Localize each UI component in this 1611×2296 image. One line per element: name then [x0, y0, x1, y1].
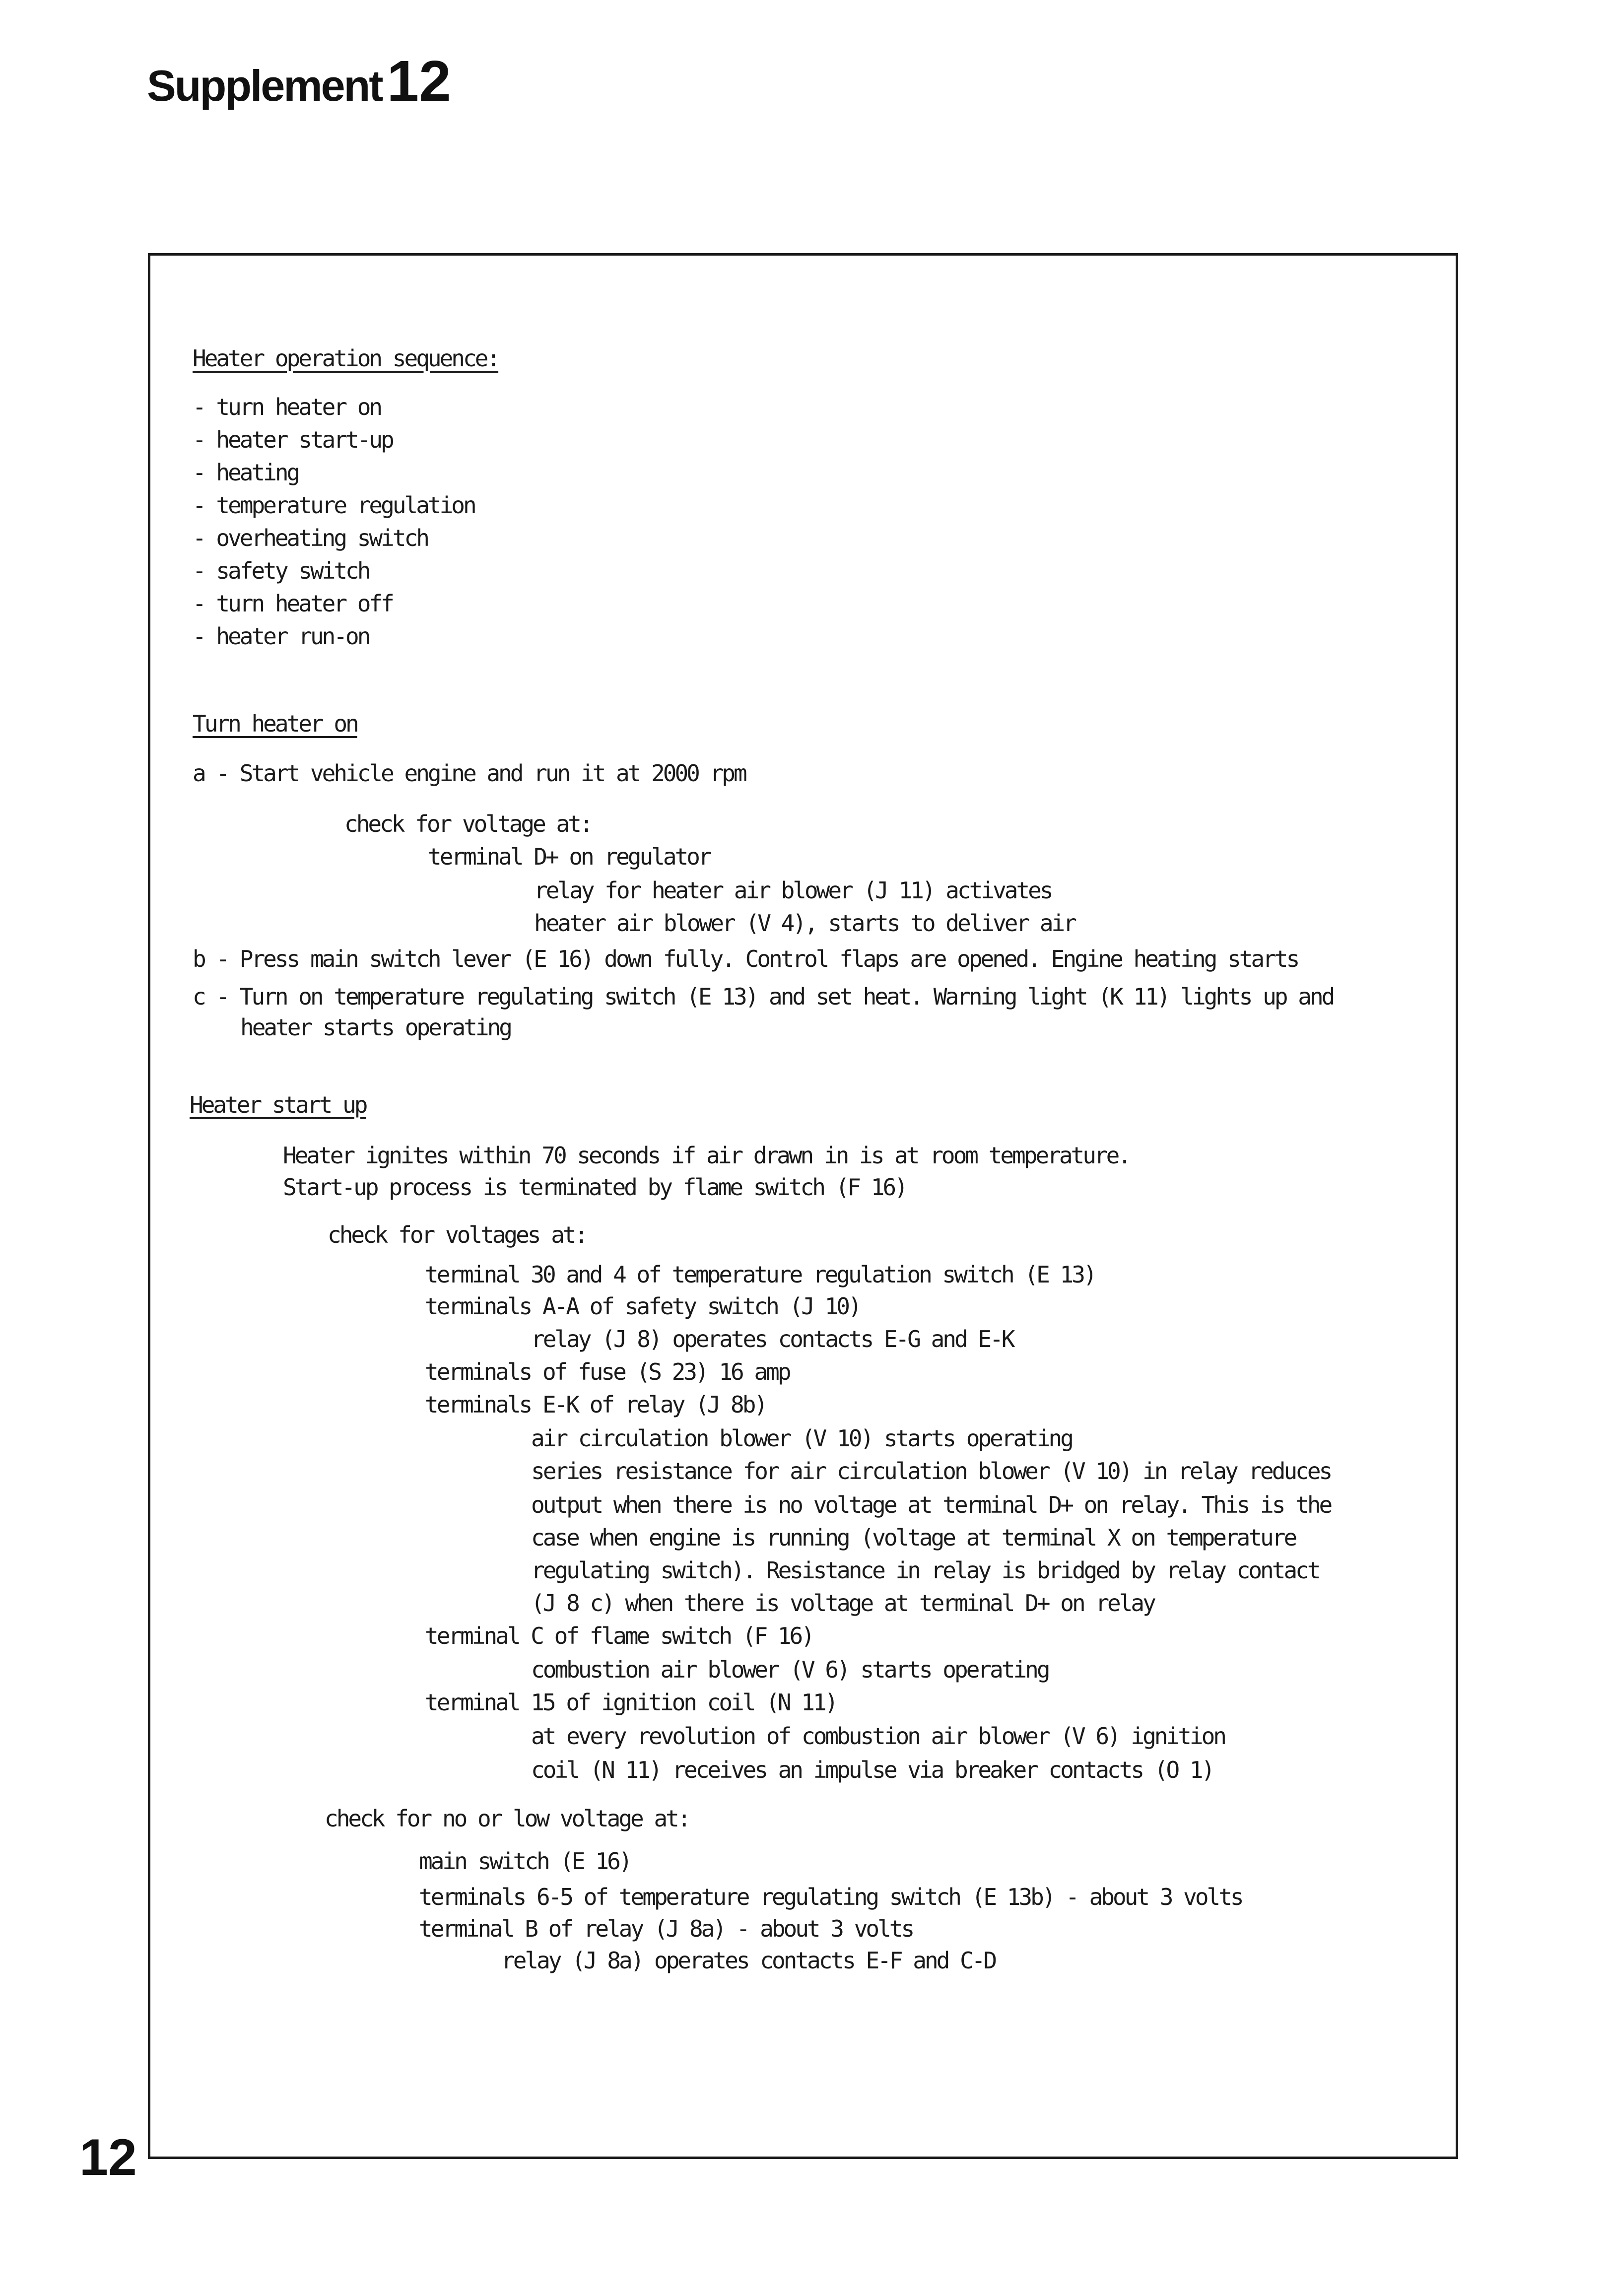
text-line: terminals E-K of relay (J 8b) — [425, 1391, 766, 1418]
text-line: heater air blower (V 4), starts to deliver air — [534, 910, 1075, 937]
text-line: main switch (E 16) — [419, 1848, 631, 1875]
text-line: terminal D+ on regulator — [428, 843, 710, 870]
text-line: check for no or low voltage at: — [325, 1805, 689, 1832]
text-line: terminals of fuse (S 23) 16 amp — [425, 1358, 790, 1385]
page-title-word: Supplement — [147, 61, 382, 110]
list-item: - turn heater off — [193, 590, 393, 617]
text-line: terminals 6-5 of temperature regulating switch (E 13b) - about 3 volts — [419, 1884, 1242, 1910]
list-item: - temperature regulation — [193, 492, 475, 519]
list-item: - heater run-on — [193, 623, 369, 650]
text-line: terminals A-A of safety switch (J 10) — [425, 1293, 860, 1320]
text-line: output when there is no voltage at terminal D+ on relay. This is the — [531, 1491, 1331, 1518]
text-line: b - Press main switch lever (E 16) down fully. Control flaps are opened. Engine heating starts — [193, 945, 1298, 972]
page-title — [147, 48, 451, 114]
list-item: - safety switch — [193, 557, 369, 584]
text-line: terminal B of relay (J 8a) - about 3 volts — [419, 1915, 913, 1942]
text-line: regulating switch). Resistance in relay is bridged by relay contact — [531, 1557, 1319, 1584]
text-line: series resistance for air circulation blower (V 10) in relay reduces — [531, 1458, 1331, 1485]
text-line: Heater ignites within 70 seconds if air drawn in is at room temperature. — [283, 1142, 1130, 1169]
text-line: a - Start vehicle engine and run it at 2000 rpm — [193, 760, 745, 787]
text-line: at every revolution of combustion air blower (V 6) ignition — [531, 1723, 1225, 1750]
page-number: 12 — [79, 2129, 137, 2186]
text-line: terminal 15 of ignition coil (N 11) — [425, 1689, 837, 1716]
text-line: check for voltage at: — [344, 810, 592, 837]
list-item: - overheating switch — [193, 525, 428, 551]
text-line: relay (J 8) operates contacts E-G and E-K — [531, 1326, 1013, 1352]
page-title-number: 12 — [387, 49, 451, 113]
text-line: terminal 30 and 4 of temperature regulation switch (E 13) — [425, 1261, 1095, 1288]
text-line: case when engine is running (voltage at terminal X on temperature — [531, 1524, 1296, 1551]
list-item: - heating — [193, 459, 299, 486]
section-heading-start-up: Heater start up — [190, 1091, 366, 1118]
text-line: relay (J 8a) operates contacts E-F and C-D — [501, 1947, 996, 1974]
text-line: relay for heater air blower (J 11) activates — [534, 877, 1052, 904]
text-line: terminal C of flame switch (F 16) — [425, 1622, 813, 1649]
list-item: - turn heater on — [193, 394, 381, 420]
text-line: air circulation blower (V 10) starts operating — [531, 1425, 1072, 1452]
text-line: Start-up process is terminated by flame switch (F 16) — [283, 1174, 906, 1201]
section-heading-sequence: Heater operation sequence: — [193, 345, 499, 372]
text-line: c - Turn on temperature regulating switch (E 13) and set heat. Warning light (K 11) lights up and — [193, 983, 1334, 1010]
text-line: combustion air blower (V 6) starts operating — [531, 1656, 1049, 1683]
text-line: heater starts operating — [240, 1014, 511, 1041]
text-line: check for voltages at: — [328, 1221, 587, 1248]
text-line: (J 8 c) when there is voltage at terminal D+ on relay — [531, 1590, 1154, 1617]
text-line: coil (N 11) receives an impulse via breaker contacts (O 1) — [531, 1756, 1213, 1783]
list-item: - heater start-up — [193, 426, 393, 453]
section-heading-turn-on: Turn heater on — [193, 710, 357, 737]
